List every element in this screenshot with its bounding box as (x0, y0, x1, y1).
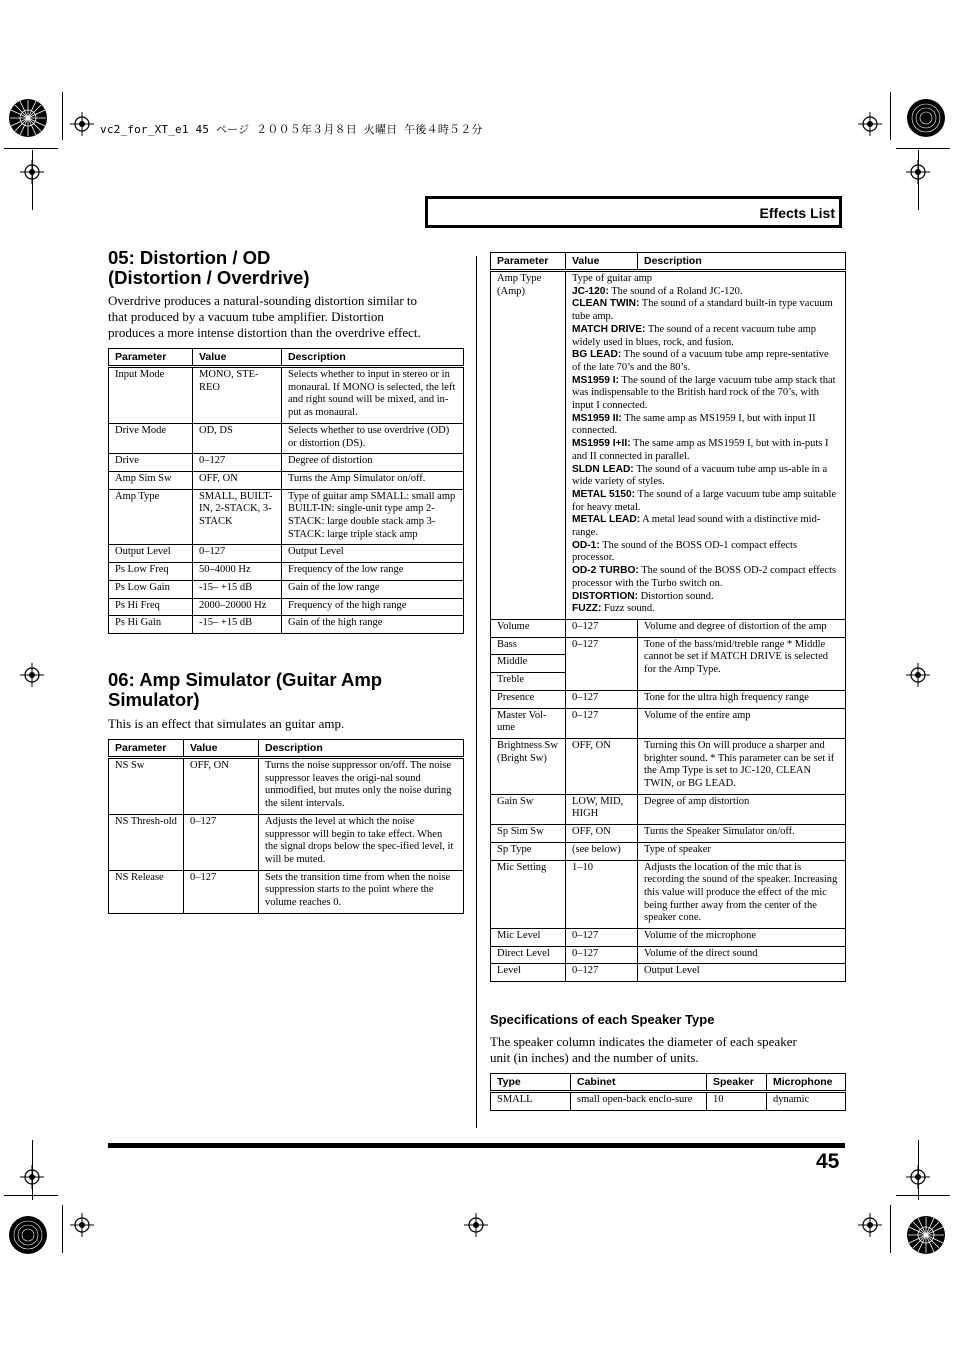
registration-mark-icon (906, 663, 930, 687)
table-row (491, 1092, 846, 1111)
footer-rule (108, 1143, 845, 1148)
desc-cell: Turns the Amp Simulator on/off. (282, 471, 464, 489)
page-number: 45 (816, 1150, 840, 1173)
amp-type-description (566, 271, 846, 620)
param-cell: Amp Type (Amp) (491, 271, 566, 620)
amp-type-item: CLEAN TWIN: The sound of a standard built-in type vacuum tube amp. (572, 298, 833, 323)
desc-cell: Turns the noise suppressor on/off. The noise suppressor leaves the origi-nal sound unmodified, but mutes only the noise during the silent intervals. (259, 758, 464, 815)
section-05-intro-line: that produced by a vacuum tube amplifier. Distortion (108, 309, 384, 324)
table-row (109, 580, 464, 598)
table-header-row (491, 253, 846, 271)
param-cell: Level (491, 964, 566, 982)
table-row (109, 870, 464, 913)
value-cell: 0–127 (566, 690, 638, 708)
section-05-title-line1: 05: Distortion / OD (108, 247, 271, 268)
amp-type-item: JC-120: The sound of a Roland JC-120. (572, 285, 743, 297)
value-cell: 0–127 (566, 929, 638, 947)
value-cell: LOW, MID, HIGH (566, 794, 638, 824)
table-row (491, 964, 846, 982)
param-cell: Amp Sim Sw (109, 471, 193, 489)
param-cell: Direct Level (491, 946, 566, 964)
registration-mark-icon (20, 663, 44, 687)
table-row (109, 758, 464, 815)
column-header: Speaker (707, 1074, 767, 1092)
registration-disc-icon (906, 98, 946, 138)
amp-type-item: BG LEAD: The sound of a vacuum tube amp repre-sentative of the late 70’s and the 80’s. (572, 349, 829, 373)
table-row (109, 367, 464, 424)
registration-mark-icon (906, 160, 930, 184)
amp-type-item: MS1959 I+II: The same amp as MS1959 I, but with in-puts I and II connected in parallel. (572, 438, 829, 462)
section-05-title-line2: (Distortion / Overdrive) (108, 267, 310, 288)
column-header: Cabinet (571, 1074, 707, 1092)
value-cell: 0–127 (566, 619, 638, 637)
table-row (491, 619, 846, 637)
value-cell: (see below) (566, 842, 638, 860)
desc-cell: Tone for the ultra high frequency range (638, 690, 846, 708)
desc-cell: Type of speaker (638, 842, 846, 860)
value-cell: 2000–20000 Hz (193, 598, 282, 616)
registration-mark-icon (20, 1165, 44, 1189)
desc-cell: Turning this On will produce a sharper and brighter sound. * This parameter can be set if the Amp Type is set to JC-120, CLEAN TWIN, or BG LEAD. (638, 738, 846, 794)
desc-cell: Degree of distortion (282, 454, 464, 472)
value-cell: 0–127 (566, 708, 638, 738)
amp-type-item: METAL LEAD: A metal lead sound with a distinctive mid-range. (572, 514, 821, 539)
desc-cell: Frequency of the high range (282, 598, 464, 616)
param-cell: Middle (491, 655, 566, 673)
registration-mark-icon (858, 1213, 882, 1237)
amp-type-intro: Type of guitar amp (572, 273, 653, 284)
column-divider (476, 256, 477, 1128)
speaker-table (490, 1073, 846, 1111)
param-cell: Sp Type (491, 842, 566, 860)
table-row (109, 598, 464, 616)
param-cell: Ps Low Freq (109, 563, 193, 581)
value-cell: OD, DS (193, 423, 282, 453)
desc-cell: Adjusts the location of the mic that is recording the sound of the speaker. Increasing this value will produce the effect of the mic being further away from the center of the speaker cone. (638, 860, 846, 929)
value-cell: 0–127 (566, 964, 638, 982)
column-header: Microphone (767, 1074, 846, 1092)
param-cell: Amp Type (109, 489, 193, 545)
table-row (491, 637, 846, 655)
value-cell: OFF, ON (566, 738, 638, 794)
section-06-title-line2: Simulator) (108, 689, 200, 710)
table-row (491, 794, 846, 824)
value-cell: 0–127 (193, 454, 282, 472)
column-header: Description (282, 349, 464, 367)
desc-cell: Sets the transition time from when the noise suppression starts to the point where the volume reaches 0. (259, 870, 464, 913)
desc-cell: Adjusts the level at which the noise suppressor will begin to take effect. When the signal drops below the spec-ified level, it will be muted. (259, 814, 464, 870)
table-header-row (109, 740, 464, 758)
desc-cell: Volume of the entire amp (638, 708, 846, 738)
desc-cell: Type of guitar amp SMALL: small amp BUILT-IN: single-unit type amp 2-STACK: large double stack amp 3-STACK: large triple stack amp (282, 489, 464, 545)
registration-mark-icon (464, 1213, 488, 1237)
param-cell: Presence (491, 690, 566, 708)
table-row (109, 616, 464, 634)
table-row (491, 708, 846, 738)
param-cell: Ps Hi Freq (109, 598, 193, 616)
amp-type-item: METAL 5150: The sound of a large vacuum tube amp suitable for heavy metal. (572, 488, 837, 513)
table-row (491, 946, 846, 964)
amp-type-item: FUZZ: Fuzz sound. (572, 603, 655, 615)
type-cell: SMALL (491, 1092, 571, 1111)
param-cell: Treble (491, 673, 566, 691)
param-cell: Gain Sw (491, 794, 566, 824)
speaker-spec-intro-line: The speaker column indicates the diameter of each speaker (490, 1034, 797, 1049)
column-header: Parameter (109, 349, 193, 367)
value-cell: 0–127 (566, 637, 638, 690)
value-cell: 0–127 (184, 814, 259, 870)
desc-cell: Frequency of the low range (282, 563, 464, 581)
desc-cell: Gain of the high range (282, 616, 464, 634)
desc-cell: Volume and degree of distortion of the amp (638, 619, 846, 637)
param-cell: Ps Low Gain (109, 580, 193, 598)
param-cell: Ps Hi Gain (109, 616, 193, 634)
section-06-intro: This is an effect that simulates an guitar amp. (108, 716, 345, 731)
amp-type-item: OD-1: The sound of the BOSS OD-1 compact effects processor. (572, 539, 798, 564)
param-cell: Volume (491, 619, 566, 637)
desc-cell: Volume of the microphone (638, 929, 846, 947)
column-header: Value (193, 349, 282, 367)
column-header: Type (491, 1074, 571, 1092)
value-cell: -15– +15 dB (193, 580, 282, 598)
param-cell: Mic Level (491, 929, 566, 947)
param-cell: Output Level (109, 545, 193, 563)
value-cell: SMALL, BUILT-IN, 2-STACK, 3-STACK (193, 489, 282, 545)
param-cell: NS Release (109, 870, 184, 913)
desc-cell: Selects whether to use overdrive (OD) or distortion (DS). (282, 423, 464, 453)
value-cell: OFF, ON (193, 471, 282, 489)
value-cell: 0–127 (184, 870, 259, 913)
desc-cell: Volume of the direct sound (638, 946, 846, 964)
amp-type-item: OD-2 TURBO: The sound of the BOSS OD-2 compact effects processor with the Turbo switch on. (572, 565, 837, 589)
section-header-title: Effects List (759, 205, 835, 221)
desc-cell: Output Level (282, 545, 464, 563)
registration-mark-icon (20, 160, 44, 184)
speaker-spec-intro (490, 1034, 845, 1066)
column-header: Parameter (491, 253, 566, 271)
column-header: Parameter (109, 740, 184, 758)
table-header-row (109, 349, 464, 367)
value-cell: 50–4000 Hz (193, 563, 282, 581)
param-cell: Bass (491, 637, 566, 655)
param-cell: Brightness Sw (Bright Sw) (491, 738, 566, 794)
section-05-table (108, 348, 464, 634)
column-header: Description (259, 740, 464, 758)
table-row (109, 471, 464, 489)
table-row (109, 489, 464, 545)
param-cell: NS Thresh-old (109, 814, 184, 870)
table-row (491, 825, 846, 843)
table-row (491, 690, 846, 708)
speaker-spec-heading: Specifications of each Speaker Type (490, 1012, 715, 1027)
desc-cell: Tone of the bass/mid/treble range * Middle cannot be set if MATCH DRIVE is selected for the Amp Type. (638, 637, 846, 690)
table-row (491, 860, 846, 929)
param-cell: Master Vol-ume (491, 708, 566, 738)
value-cell: -15– +15 dB (193, 616, 282, 634)
section-header-box (425, 196, 842, 228)
registration-mark-icon (70, 1213, 94, 1237)
value-cell: 0–127 (193, 545, 282, 563)
desc-cell: Turns the Speaker Simulator on/off. (638, 825, 846, 843)
param-cell: Sp Sim Sw (491, 825, 566, 843)
table-header-row (491, 1074, 846, 1092)
section-06-title (108, 670, 382, 710)
param-cell: Drive Mode (109, 423, 193, 453)
table-row (109, 563, 464, 581)
cabinet-cell: small open-back enclo-sure (571, 1092, 707, 1111)
column-header: Value (184, 740, 259, 758)
section-05-intro-line: produces a more intense distortion than the overdrive effect. (108, 325, 421, 340)
table-row (491, 929, 846, 947)
value-cell: 1–10 (566, 860, 638, 929)
registration-disc-icon (906, 1215, 946, 1255)
speaker-spec-intro-line: unit (in inches) and the number of units. (490, 1050, 699, 1065)
amp-type-item: MS1959 I: The sound of the large vacuum tube amp stack that was indispensable to the British hard rock of the 70’s, with input I connected. (572, 374, 836, 412)
section-05-title (108, 248, 309, 288)
desc-cell: Gain of the low range (282, 580, 464, 598)
speaker-cell: 10 (707, 1092, 767, 1111)
table-row (109, 814, 464, 870)
desc-cell: Output Level (638, 964, 846, 982)
param-cell: Drive (109, 454, 193, 472)
table-row (491, 842, 846, 860)
param-cell: NS Sw (109, 758, 184, 815)
amp-type-item: DISTORTION: Distortion sound. (572, 590, 714, 602)
amp-type-item: MATCH DRIVE: The sound of a recent vacuum tube amp widely used in blues, rock, and fusion. (572, 323, 817, 348)
column-header: Description (638, 253, 846, 271)
registration-mark-icon (858, 112, 882, 136)
section-05-intro-line: Overdrive produces a natural-sounding distortion similar to (108, 293, 418, 308)
value-cell: OFF, ON (184, 758, 259, 815)
section-06-table (108, 739, 464, 914)
table-row (109, 545, 464, 563)
registration-mark-icon (906, 1165, 930, 1189)
amp-sim-table (490, 252, 846, 982)
column-header: Value (566, 253, 638, 271)
param-cell: Mic Setting (491, 860, 566, 929)
desc-cell: Degree of amp distortion (638, 794, 846, 824)
param-cell: Input Mode (109, 367, 193, 424)
value-cell: OFF, ON (566, 825, 638, 843)
registration-disc-icon (8, 98, 48, 138)
print-header: vc2_for_XT_e1 45 ページ ２００５年３月８日 火曜日 午後４時５２分 (100, 123, 483, 136)
section-05-intro (108, 293, 468, 341)
value-cell: MONO, STE-REO (193, 367, 282, 424)
amp-type-item: SLDN LEAD: The sound of a vacuum tube amp us-able in a wide variety of styles. (572, 463, 828, 488)
amp-type-item: MS1959 II: The same amp as MS1959 I, but with input II connected. (572, 412, 816, 437)
table-row (109, 423, 464, 453)
table-row (491, 738, 846, 794)
section-06-title-line1: 06: Amp Simulator (Guitar Amp (108, 669, 383, 690)
mic-cell: dynamic (767, 1092, 846, 1111)
table-row (109, 454, 464, 472)
value-cell: 0–127 (566, 946, 638, 964)
desc-cell: Selects whether to input in stereo or in monaural. If MONO is selected, the left and right sound will be mixed, and in-put as monaural. (282, 367, 464, 424)
registration-mark-icon (70, 112, 94, 136)
table-row (491, 271, 846, 620)
registration-disc-icon (8, 1215, 48, 1255)
